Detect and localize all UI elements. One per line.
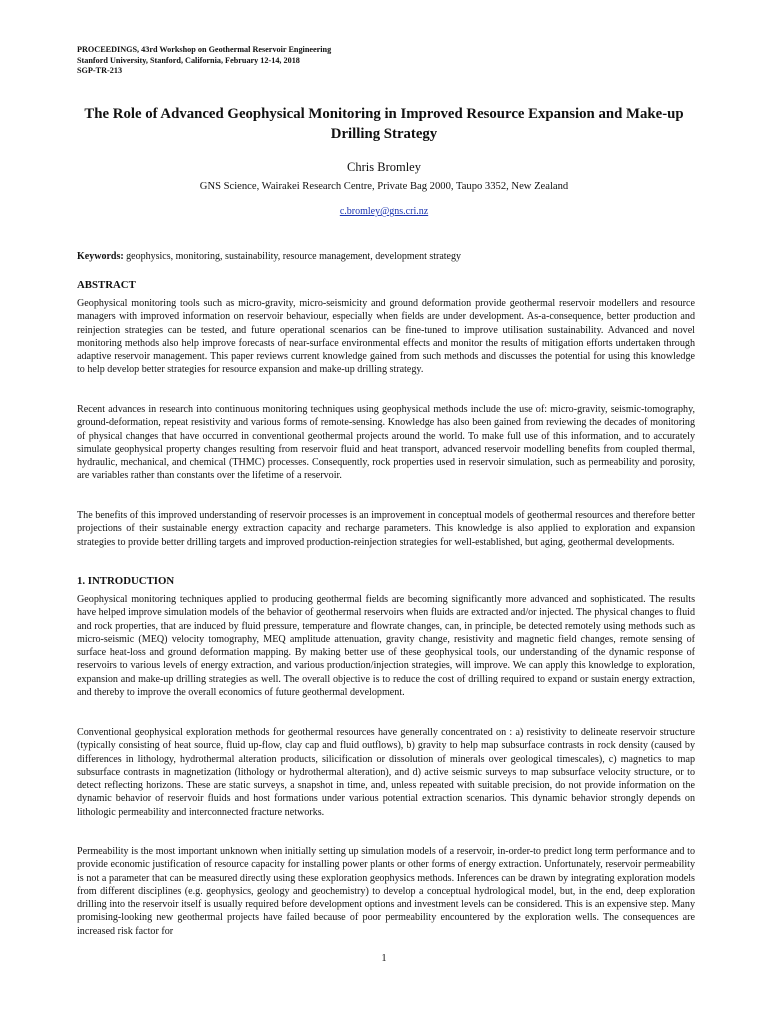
email-link[interactable]: c.bromley@gns.cri.nz [339, 206, 429, 217]
proceedings-header [77, 45, 331, 77]
paper-title: The Role of Advanced Geophysical Monitoring in Improved Resource Expansion and Make-up Drilling Strategy [84, 106, 684, 142]
introduction-paragraph-2: Conventional geophysical exploration methods for geothermal resources have generally concentrated on : a) resistivity to delineate reservoir structure (typically consisting of heat source, fluid up-flow, clay cap and fluid outflows), b) gravity to help map subsurface contrasts in rock density (caused by differences in lithology, hydrothermal alteration products, silicification or dissolution of minerals over geological timescales), c) magnetics to map subsurface contrasts in magnetization (lithology or hydrothermal alteration), and d) active seismic surveys to map subsurface velocity structure, or to detect reflecting horizons. These are static surveys, a snapshot in time, and, unless repeated with suitable precision, do not provide information on the dynamic behavior of reservoir fluids and host formations under various potential extraction scenarios. This dynamic behavior strongly depends on lithologic permeability and interconnected fracture networks. [77, 727, 695, 818]
author-name: Chris Bromley [347, 160, 421, 174]
author-affiliation: GNS Science, Wairakei Research Centre, Private Bag 2000, Taupo 3352, New Zealand [199, 181, 569, 192]
header-line-1: PROCEEDINGS, 43rd Workshop on Geothermal Reservoir Engineering [77, 45, 332, 54]
abstract-heading: ABSTRACT [77, 279, 136, 291]
abstract-paragraph-3: The benefits of this improved understanding of reservoir processes is an improvement in conceptual models of geothermal resources and therefore better projections of their sustainable energy extraction capacity and recharge parameters. This knowledge is also applied to exploration and expansion strategies to provide better drilling targets and improved production-reinjection strategies for well-established, but aging, geothermal developments. [77, 510, 695, 548]
introduction-paragraph-1: Geophysical monitoring techniques applied to producing geothermal fields are becoming significantly more advanced and sophisticated. The results have helped improve simulation models of the behavior of geothermal reservoirs when fluids are extracted and/or injected. The physical changes to fluid and rock properties, that are induced by fluid pressure, temperature and flowrate changes, can, in principle, be detected remotely using methods such as micro-seismic (MEQ) velocity tomography, MEQ amplitude attenuation, gravity change, resistivity and magnetic field changes, remote sensing of surface heat-loss and ground deformation mapping. By making better use of these geophysical tools, our understanding of the dynamic response of reservoirs to various levels of energy extraction, and various production/injection strategies, will improve. We can apply this knowledge to exploration, expansion and make-up drilling strategies as well. The overall objective is to reduce the cost of drilling required to expand or sustain energy extraction, and thereby to improve the overall economics of future geothermal development. [77, 594, 695, 699]
author-email [0, 206, 768, 217]
keywords-text: geophysics, monitoring, sustainability, resource management, development strategy [123, 251, 461, 262]
page-number: 1 [381, 953, 387, 964]
abstract-paragraph-2: Recent advances in research into continuous monitoring techniques using geophysical methods include the use of: micro-gravity, seismic-tomography, ground-deformation, repeat resistivity and various forms of remote-sensing. Knowledge has also been gained from reviewing the decades of monitoring of physical changes that have occurred in conventional geothermal projects around the world. To make full use of this information, and to accurately simulate geophysical property changes resulting from reservoir fluid and heat transport, advanced reservoir modelling benefits from coupled thermal, hydraulic, mechanical, and chemical (THMC) processes. Consequently, rock properties used in reservoir simulation, such as permeability and porosity, are variables rather than constants over the lifetime of a reservoir. [77, 404, 695, 482]
header-line-3: SGP-TR-213 [77, 66, 123, 75]
header-line-2: Stanford University, Stanford, California, February 12-14, 2018 [77, 55, 300, 65]
keywords-label: Keywords: [77, 251, 124, 262]
keywords [77, 251, 461, 262]
abstract-paragraph-1: Geophysical monitoring tools such as micro-gravity, micro-seismicity and ground deformation provide geothermal reservoir modellers and resource managers with improved information on reservoir behaviour, especially when fields are under development. As-a-consequence, better production and reinjection strategies can be tested, and future operational scenarios can be fine-tuned to improve utilisation sustainability. Advanced and novel monitoring methods also help improve forecasts of near-surface environmental effects and monitor the results of mitigation efforts undertaken through adaptive reservoir management. This paper reviews current knowledge gained from such methods and discusses the potential for using this knowledge to help develop better strategies for resource expansion and make-up drilling strategy. [77, 298, 695, 376]
introduction-paragraph-3: Permeability is the most important unknown when initially setting up simulation models of a reservoir, in-order-to predict long term performance and to provide economic justification of resource capacity for installing power plants or other forms of energy extraction. Unfortunately, reservoir permeability is not a parameter that can be measured directly using these exploration geophysics methods. Inferences can be drawn by integrating exploration models from different disciplines (e.g. geophysics, geology and geochemistry) to develop a conceptual hydrological model, but, in the end, deep exploration drilling into the reservoir itself is usually required before development options and investment levels can be considered. This is an expensive step. Many promising-looking new geothermal projects have failed because of poor permeability encountered by the exploration wells. The consequences are increased risk factor for [77, 846, 695, 937]
introduction-heading: 1. INTRODUCTION [77, 575, 175, 587]
